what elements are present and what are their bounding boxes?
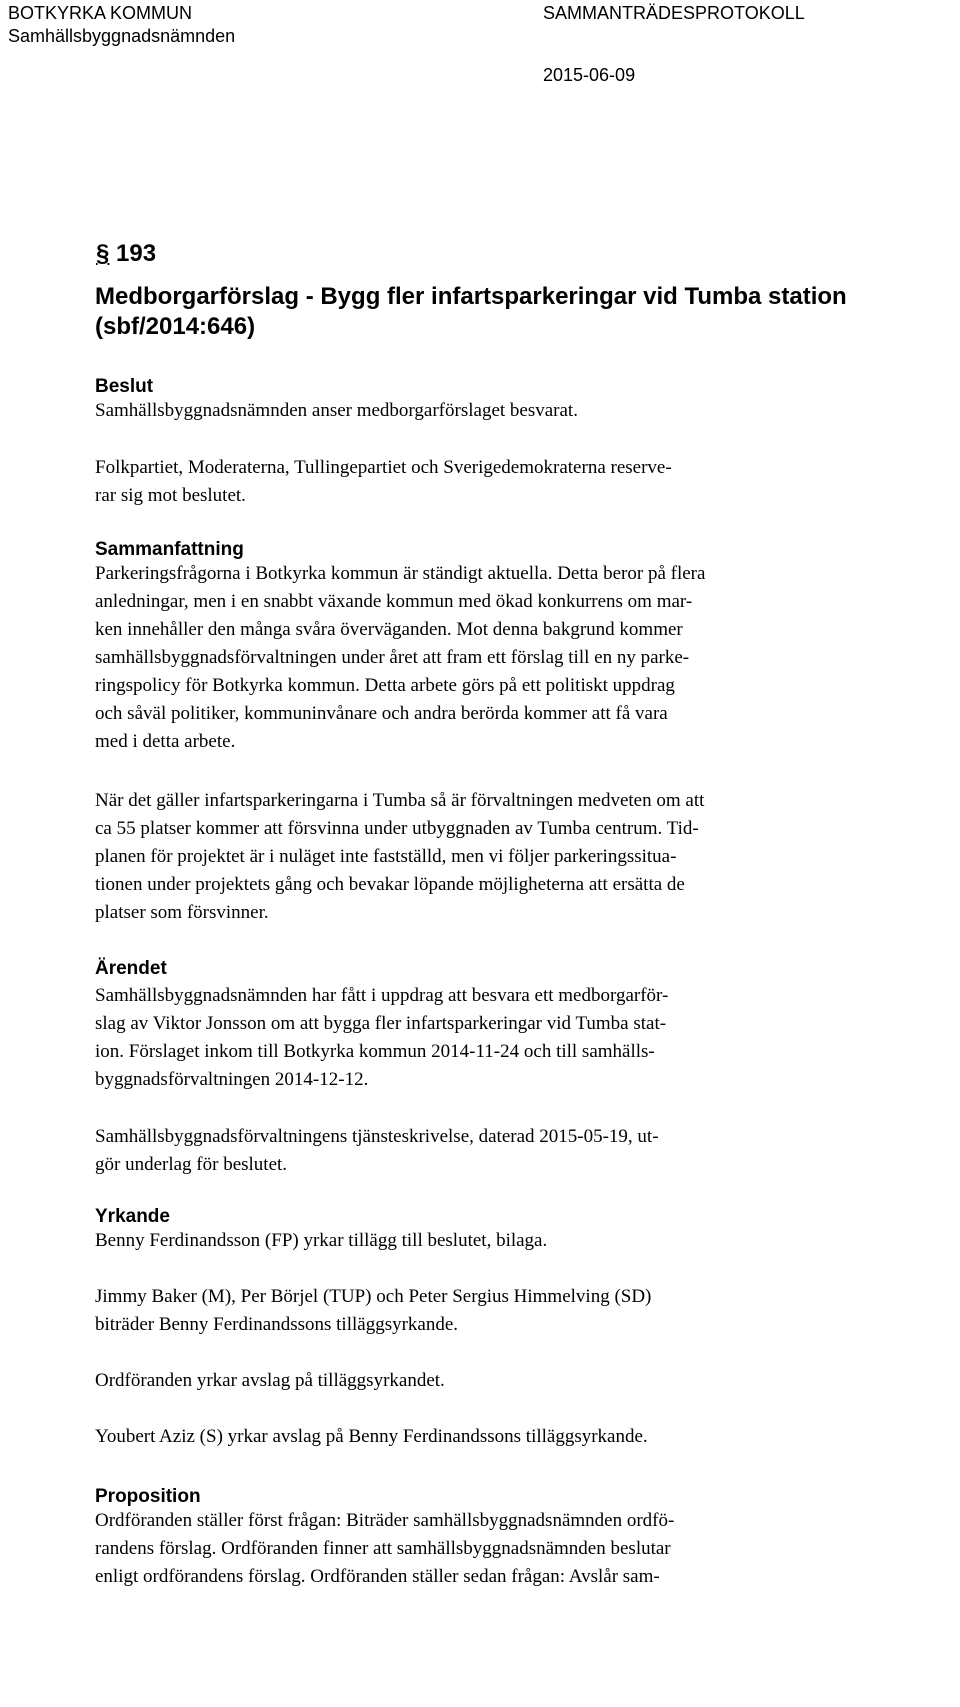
organization-name: BOTKYRKA KOMMUN bbox=[8, 3, 193, 23]
text-line: planen för projektet är i nuläget inte fastställd, men vi följer parkeringssitua- bbox=[95, 846, 677, 867]
beslut-paragraph-1 bbox=[95, 397, 895, 425]
arendet-paragraph-1 bbox=[95, 982, 895, 1094]
text-line: Ordföranden yrkar avslag på tilläggsyrkandet. bbox=[95, 1370, 445, 1391]
document-type: SAMMANTRÄDESPROTOKOLL bbox=[543, 3, 805, 23]
yrkande-paragraph-2 bbox=[95, 1283, 895, 1339]
text-line: Parkeringsfrågorna i Botkyrka kommun är ständigt aktuella. Detta beror på flera bbox=[95, 563, 706, 584]
text-line: gör underlag för beslutet. bbox=[95, 1154, 288, 1175]
text-line: biträder Benny Ferdinandssons tilläggsyrkande. bbox=[95, 1314, 459, 1335]
text-line: ion. Förslaget inkom till Botkyrka kommun 2014-11-24 och till samhälls- bbox=[95, 1041, 655, 1062]
yrkande-heading: Yrkande bbox=[95, 1206, 170, 1227]
beslut-heading: Beslut bbox=[95, 376, 154, 397]
sammanfattning-paragraph-1 bbox=[95, 560, 895, 756]
text-line: Jimmy Baker (M), Per Börjel (TUP) och Peter Sergius Himmelving (SD) bbox=[95, 1286, 652, 1307]
paragraph-heading bbox=[96, 240, 156, 268]
text-line: anledningar, men i en snabbt växande kommun med ökad konkurrens om mar- bbox=[95, 591, 693, 612]
committee-name: Samhällsbyggnadsnämnden bbox=[8, 26, 236, 46]
text-line: byggnadsförvaltningen 2014-12-12. bbox=[95, 1069, 369, 1090]
text-line: Ordföranden ställer först frågan: Biträder samhällsbyggnadsnämnden ordfö- bbox=[95, 1510, 675, 1531]
arendet-heading: Ärendet bbox=[95, 958, 167, 979]
text-line: Samhällsbyggnadsnämnden anser medborgarförslaget besvarat. bbox=[95, 400, 578, 421]
text-line: Folkpartiet, Moderaterna, Tullingepartiet och Sverigedemokraterna reserve- bbox=[95, 457, 672, 478]
proposition-paragraph-1 bbox=[95, 1507, 895, 1591]
yrkande-paragraph-4 bbox=[95, 1423, 895, 1451]
yrkande-paragraph-3 bbox=[95, 1367, 895, 1395]
sammanfattning-paragraph-2 bbox=[95, 787, 895, 927]
text-line: När det gäller infartsparkeringarna i Tumba så är förvaltningen medveten om att bbox=[95, 790, 705, 811]
text-line: Benny Ferdinandsson (FP) yrkar tillägg till beslutet, bilaga. bbox=[95, 1230, 548, 1251]
text-line: Samhällsbyggnadsförvaltningens tjänsteskrivelse, daterad 2015-05-19, ut- bbox=[95, 1126, 659, 1147]
text-line: rar sig mot beslutet. bbox=[95, 485, 246, 506]
arendet-paragraph-2 bbox=[95, 1123, 895, 1179]
text-line: tionen under projektets gång och bevakar löpande möjligheterna att ersätta de bbox=[95, 874, 685, 895]
text-line: med i detta arbete. bbox=[95, 731, 236, 752]
text-line: platser som försvinner. bbox=[95, 902, 269, 923]
paragraph-sign: § bbox=[96, 240, 110, 267]
beslut-paragraph-2 bbox=[95, 454, 895, 510]
text-line: ca 55 platser kommer att försvinna under utbyggnaden av Tumba centrum. Tid- bbox=[95, 818, 699, 839]
paragraph-number: 193 bbox=[116, 240, 157, 267]
yrkande-paragraph-1 bbox=[95, 1227, 895, 1255]
sammanfattning-heading: Sammanfattning bbox=[95, 539, 244, 560]
meeting-date: 2015-06-09 bbox=[543, 65, 636, 85]
text-line: samhällsbyggnadsförvaltningen under året att fram ett förslag till en ny parke- bbox=[95, 647, 690, 668]
text-line: randens förslag. Ordföranden finner att samhällsbyggnadsnämnden beslutar bbox=[95, 1538, 671, 1559]
proposition-heading: Proposition bbox=[95, 1486, 201, 1507]
text-line: ringspolicy för Botkyrka kommun. Detta arbete görs på ett politiskt uppdrag bbox=[95, 675, 675, 696]
text-line: Youbert Aziz (S) yrkar avslag på Benny Ferdinandssons tilläggsyrkande. bbox=[95, 1426, 648, 1447]
text-line: ken innehåller den många svåra överväganden. Mot denna bakgrund kommer bbox=[95, 619, 683, 640]
text-line: och såväl politiker, kommuninvånare och andra berörda kommer att få vara bbox=[95, 703, 668, 724]
text-line: slag av Viktor Jonsson om att bygga fler infartsparkeringar vid Tumba stat- bbox=[95, 1013, 667, 1034]
text-line: Samhällsbyggnadsnämnden har fått i uppdrag att besvara ett medborgarför- bbox=[95, 985, 669, 1006]
paragraph-title: Medborgarförslag - Bygg fler infartsparkeringar vid Tumba station (sbf/2014:646) bbox=[95, 283, 847, 340]
text-line: enligt ordförandens förslag. Ordföranden ställer sedan frågan: Avslår sam- bbox=[95, 1566, 660, 1587]
